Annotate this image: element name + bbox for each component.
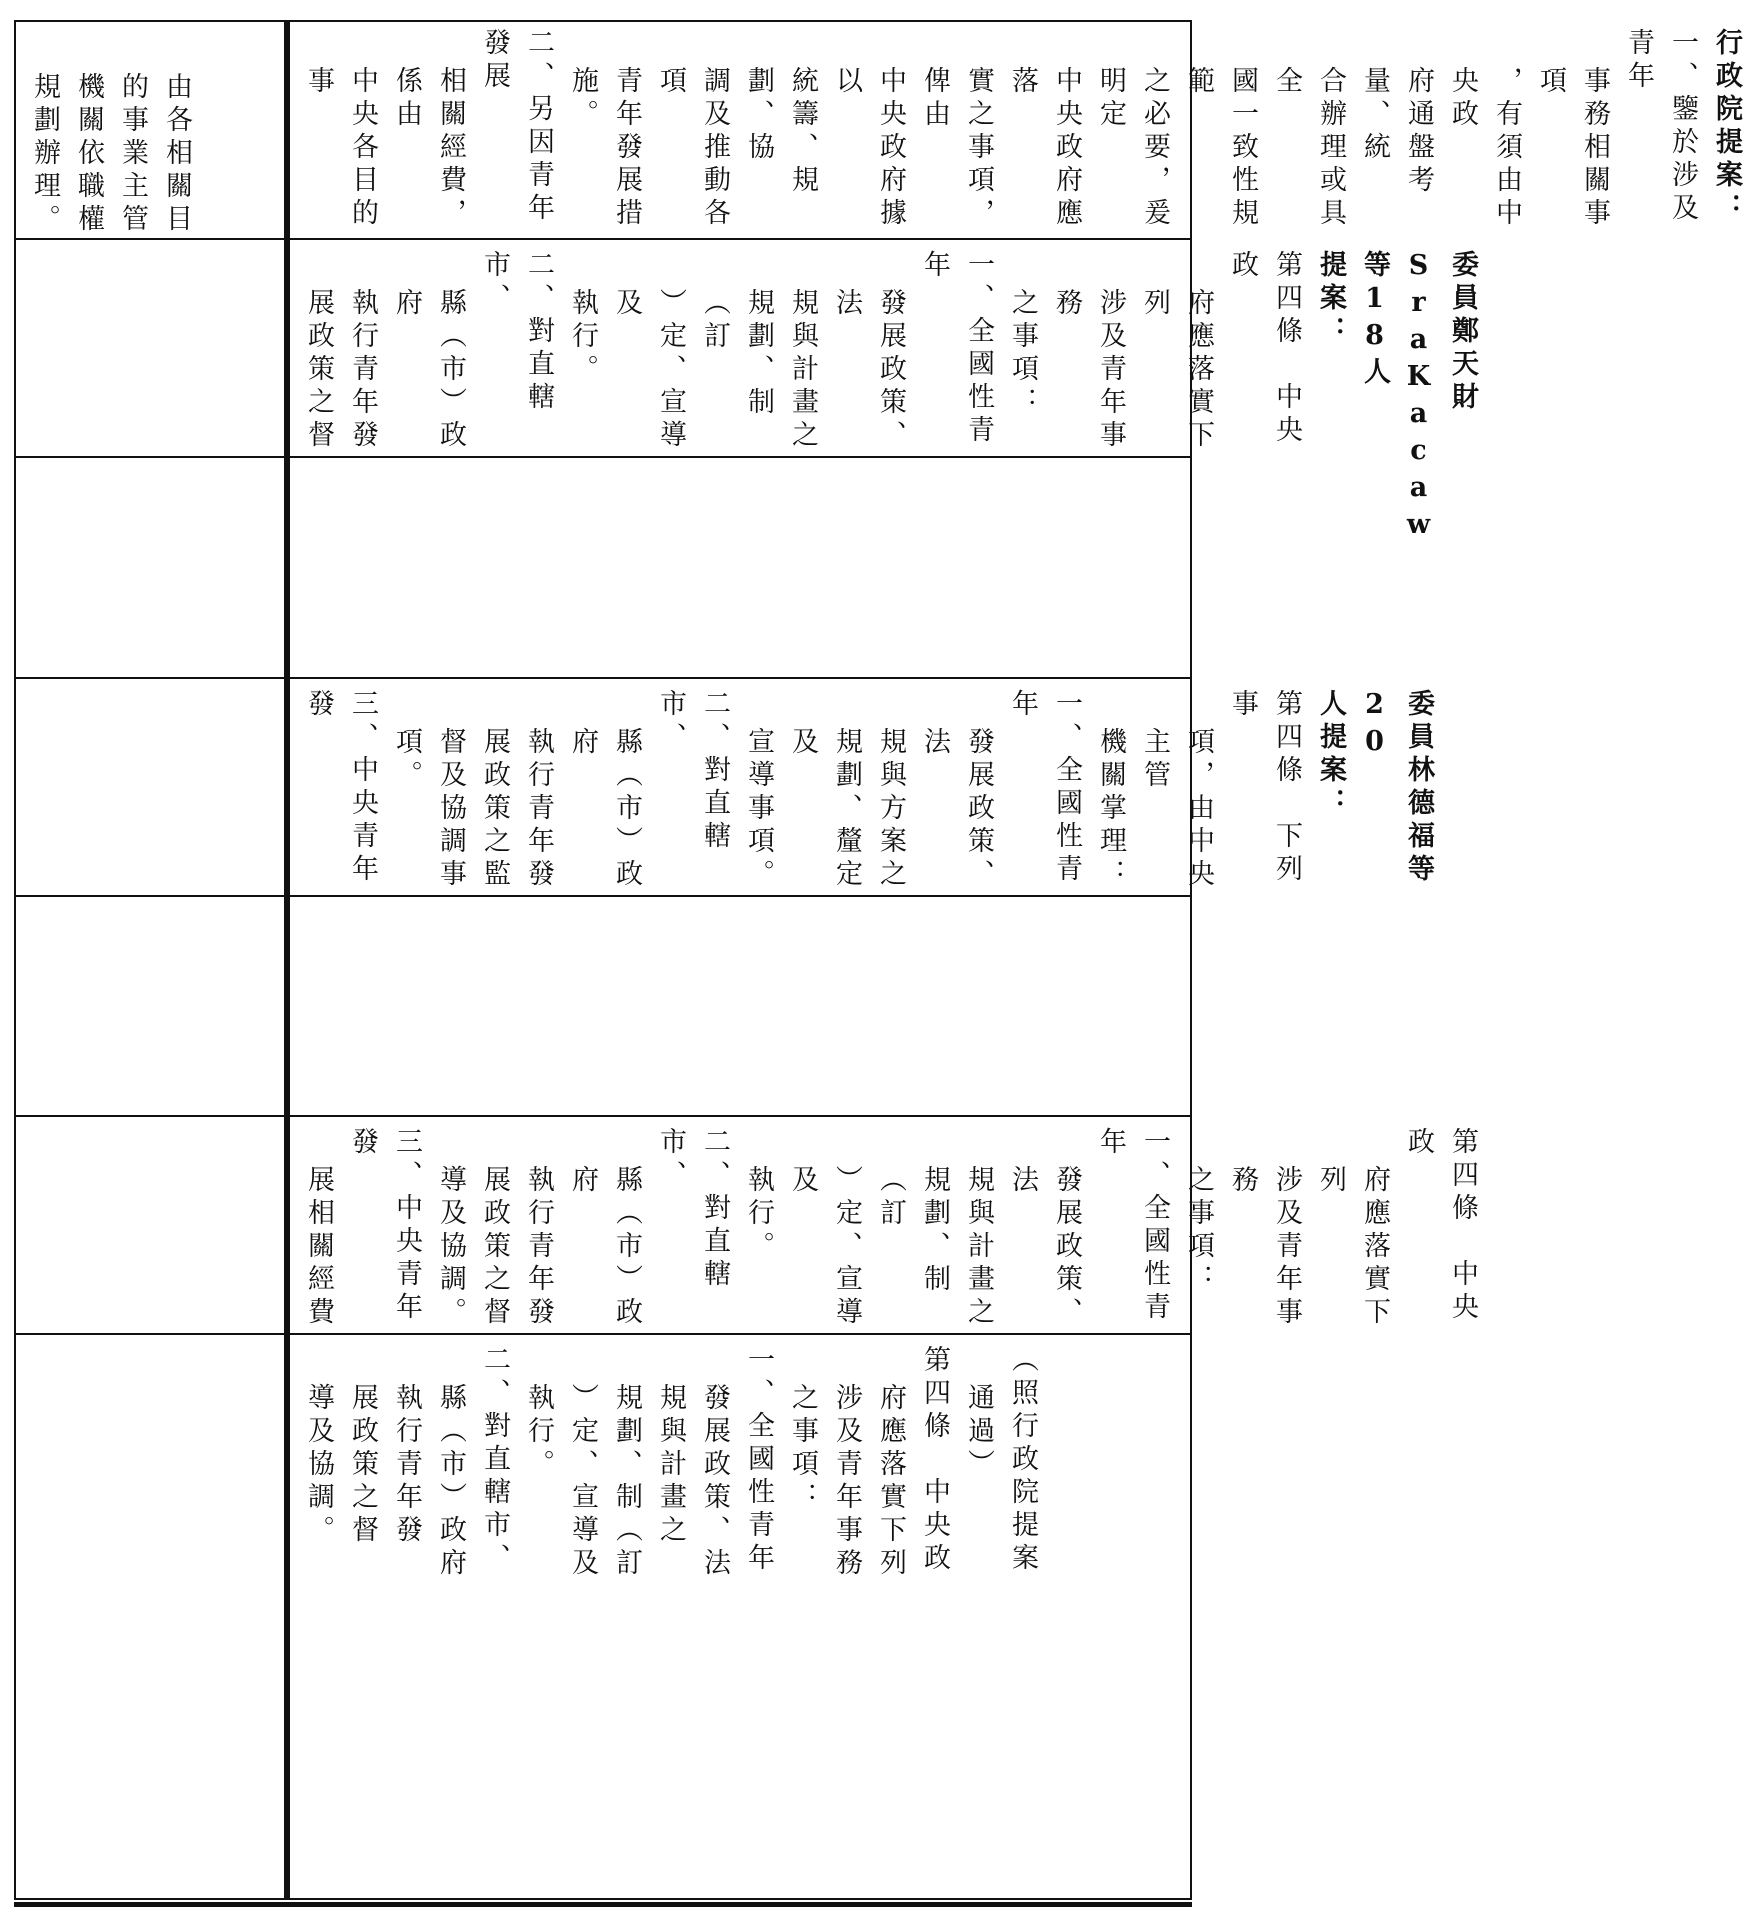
text-line: 發展政策、法 <box>699 1383 730 1581</box>
text-line: 實之事項，俾由 <box>919 66 994 231</box>
text-line: （照行政院提案 <box>1007 1345 1038 1576</box>
text-line: 執行。 <box>743 1165 774 1264</box>
cell-lower-row1 <box>290 22 1742 238</box>
text-line: 縣（市）政府 <box>435 1383 466 1581</box>
text-line: 第四條 中央政 <box>1227 250 1302 448</box>
text-line: 青年發展措施。 <box>567 66 642 231</box>
text-line: 展政策之督 <box>479 1165 510 1330</box>
text-line: 中央政府應落 <box>1007 66 1082 231</box>
text-line: 委員林德福等20 <box>1359 689 1434 887</box>
text-line: 一、全國性青年 <box>1095 1127 1170 1325</box>
text-line: 縣（市）政府 <box>391 288 466 453</box>
text-line: 執行青年發 <box>523 1165 554 1330</box>
cell-upper-row1 <box>16 22 282 238</box>
text-line: 執行青年發 <box>391 1383 422 1548</box>
text-line: 一、全國性青年 <box>919 250 994 448</box>
text-line: 委員鄭天財 <box>1447 250 1478 415</box>
text-line: 府應落實下列 <box>1315 1165 1390 1330</box>
text-line: SraKacaw等18人 <box>1359 250 1434 546</box>
text-line: 縣（市）政府 <box>567 1165 642 1330</box>
text-line: 導及協調。 <box>435 1165 466 1330</box>
text-line: 宣導事項。 <box>743 727 774 892</box>
text-line: 通過） <box>963 1383 994 1482</box>
text-line: 二、對直轄市、 <box>479 250 554 415</box>
text-line: 規劃辦理。 <box>29 72 60 237</box>
cell-lower-row6 <box>290 1119 1478 1333</box>
text-line: 展相關經費 <box>303 1165 334 1330</box>
text-line: 二、對直轄市、 <box>655 1127 730 1292</box>
text-line: 規劃、制（訂 <box>611 1383 642 1581</box>
text-line: 合辦理或具全 <box>1271 66 1346 231</box>
text-line: 規與計畫之 <box>655 1383 686 1548</box>
text-line: 二、另因青年發展 <box>479 28 554 226</box>
text-line: 之事項： <box>1183 1165 1214 1297</box>
text-line: 府應落實下列 <box>1139 288 1214 453</box>
text-line: 涉及青年事務 <box>831 1383 862 1581</box>
text-line: 規與計畫之 <box>787 288 818 453</box>
text-line: 之必要，爰明定 <box>1095 66 1170 231</box>
text-line: 展政策之監 <box>479 727 510 892</box>
cell-lower-row7 <box>290 1337 1180 1897</box>
text-line: 事務相關事項 <box>1535 66 1610 231</box>
row-divider <box>16 1333 1190 1335</box>
cell-lower-row4 <box>290 681 1434 895</box>
text-line: 之事項： <box>1007 288 1038 420</box>
row-divider <box>16 1115 1190 1117</box>
text-line: ）定、宣導及 <box>787 1165 862 1330</box>
text-line: 二、對直轄市、 <box>655 689 730 854</box>
row-divider <box>16 895 1190 897</box>
text-line: 督及協調事 <box>435 727 466 892</box>
text-line: 相關經費，係由 <box>391 66 466 231</box>
column-text <box>296 1127 1484 1333</box>
text-line: 第四條 下列事 <box>1227 689 1302 887</box>
text-line: 第四條 中央政 <box>919 1345 950 1576</box>
column-text <box>22 34 198 238</box>
row-divider <box>16 677 1190 679</box>
row-divider <box>16 238 1190 240</box>
table-bottom-rule <box>14 1902 1192 1907</box>
text-line: 提案： <box>1315 250 1346 349</box>
text-line: 由各相關目 <box>161 72 192 237</box>
text-line: 發展政策、法 <box>919 727 994 892</box>
row-divider <box>16 456 1190 458</box>
text-line: 項，由中央主管 <box>1139 727 1214 892</box>
text-line: 一、全國性青年 <box>743 1345 774 1576</box>
text-line: 導及協調。 <box>303 1383 334 1548</box>
text-line: ）定、宣導及 <box>567 1383 598 1581</box>
text-line: 執行青年發 <box>347 288 378 453</box>
text-line: 執行青年發 <box>523 727 554 892</box>
cell-lower-row2 <box>290 242 1478 546</box>
text-line: ，有須由中央政 <box>1447 66 1522 231</box>
text-line: 涉及青年事務 <box>1051 288 1126 453</box>
text-line: 發展政策、法 <box>831 288 906 453</box>
column-text <box>296 250 1484 546</box>
column-text <box>296 28 1748 238</box>
text-line: 統籌、規劃、協 <box>743 66 818 198</box>
text-line: 中央各目的事 <box>303 66 378 231</box>
text-line: 規與計畫之 <box>963 1165 994 1330</box>
text-line: 第四條 中央政 <box>1403 1127 1478 1325</box>
text-line: 調及推動各項 <box>655 66 730 231</box>
text-line: 機關依職權 <box>73 72 104 237</box>
text-line: 二、對直轄市、 <box>479 1345 510 1576</box>
text-line: 規劃、釐定及 <box>787 727 862 892</box>
column-text <box>296 1345 1044 1897</box>
text-line: ）定、宣導及 <box>611 288 686 453</box>
text-line: 中央政府據以 <box>831 66 906 231</box>
text-line: 一、全國性青年 <box>1007 689 1082 887</box>
text-line: 機關掌理： <box>1095 727 1126 892</box>
text-line: 府應落實下列 <box>875 1383 906 1581</box>
text-line: 項。 <box>391 727 422 793</box>
text-line: 行政院提案： <box>1711 28 1742 226</box>
text-line: 一、鑒於涉及青年 <box>1623 28 1698 226</box>
text-line: 規與方案之 <box>875 727 906 892</box>
text-line: 縣（市）政府 <box>567 727 642 892</box>
column-text <box>296 689 1440 895</box>
comparison-table <box>14 20 1742 1900</box>
text-line: 之事項： <box>787 1383 818 1515</box>
text-line: 規劃、制（訂 <box>875 1165 950 1297</box>
text-line: 涉及青年事務 <box>1227 1165 1302 1330</box>
text-line: 執行。 <box>567 288 598 387</box>
text-line: 三、中央青年發 <box>347 1127 422 1325</box>
text-line: 國一致性規範 <box>1183 66 1258 231</box>
text-line: 人提案： <box>1315 689 1346 821</box>
text-line: 府通盤考量、統 <box>1359 66 1434 198</box>
text-line: 的事業主管 <box>117 72 148 237</box>
text-line: 展政策之督 <box>347 1383 378 1548</box>
text-line: 執行。 <box>523 1383 554 1482</box>
text-line: 展政策之督 <box>303 288 334 453</box>
text-line: 三、中央青年發 <box>303 689 378 887</box>
text-line: 規劃、制（訂 <box>699 288 774 420</box>
text-line: 發展政策、法 <box>1007 1165 1082 1330</box>
